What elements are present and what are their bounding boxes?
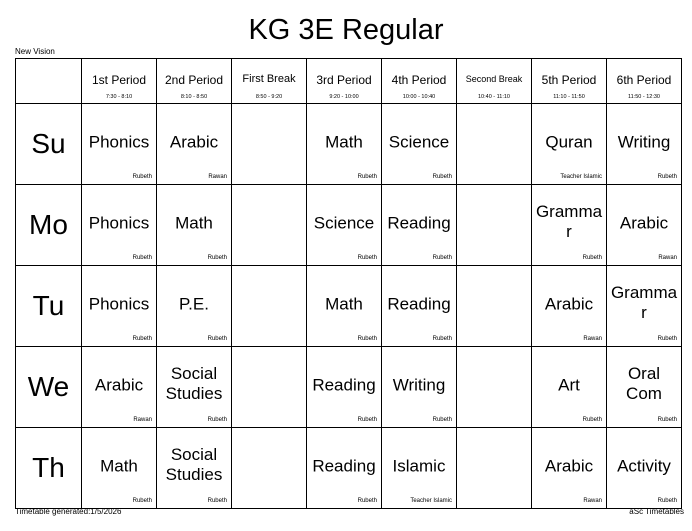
- lesson-cell: [157, 266, 232, 347]
- teacher-name: Rubeth: [207, 255, 227, 261]
- teacher-name: Rubeth: [132, 255, 152, 261]
- teacher-name: Rubeth: [657, 336, 677, 342]
- period-header: [382, 59, 457, 104]
- lesson-cell: [157, 347, 232, 428]
- period-name: Second Break: [465, 74, 523, 84]
- corner-cell: [16, 59, 82, 104]
- period-header: [157, 59, 232, 104]
- subject-name: Islamic: [392, 456, 446, 476]
- teacher-name: Teacher Islamic: [560, 174, 602, 180]
- teacher-name: Rubeth: [432, 336, 452, 342]
- teacher-name: Rubeth: [357, 255, 377, 261]
- subject-name: Grammar: [535, 201, 603, 241]
- period-time: 8:10 - 8:50: [180, 94, 208, 100]
- period-header: [532, 59, 607, 104]
- lesson-cell: [532, 428, 607, 509]
- period-name: 3rd Period: [316, 73, 372, 87]
- empty-break-cell: [457, 266, 532, 347]
- empty-break-cell: [457, 347, 532, 428]
- teacher-name: Rubeth: [132, 498, 152, 504]
- teacher-name: Rubeth: [657, 498, 677, 504]
- timetable-grid: [15, 58, 682, 509]
- empty-break-cell: [457, 104, 532, 185]
- teacher-name: Teacher Islamic: [410, 498, 452, 504]
- subject-name: Activity: [617, 456, 671, 476]
- lesson-cell: [382, 428, 457, 509]
- teacher-name: Rubeth: [207, 417, 227, 423]
- day-row: [16, 266, 682, 347]
- lesson-cell: [382, 185, 457, 266]
- subject-name: Social Studies: [165, 363, 223, 403]
- subject-name: Art: [558, 375, 580, 395]
- teacher-name: Rubeth: [357, 174, 377, 180]
- teacher-name: Rubeth: [432, 255, 452, 261]
- teacher-name: Rubeth: [357, 498, 377, 504]
- day-label: Mo: [16, 185, 82, 266]
- lesson-cell: [607, 104, 682, 185]
- lesson-cell: [307, 104, 382, 185]
- lesson-cell: [382, 266, 457, 347]
- period-header: [457, 59, 532, 104]
- subject-name: Social Studies: [165, 444, 223, 484]
- empty-break-cell: [232, 104, 307, 185]
- lesson-cell: [532, 104, 607, 185]
- subject-name: Reading: [387, 213, 451, 233]
- lesson-cell: [307, 347, 382, 428]
- teacher-name: Rubeth: [582, 255, 602, 261]
- lesson-cell: [382, 104, 457, 185]
- period-time: 9:20 - 10:00: [329, 94, 359, 100]
- period-name: First Break: [242, 73, 296, 85]
- lesson-cell: [307, 185, 382, 266]
- brand-label: aSc Timetables: [629, 507, 684, 516]
- subject-name: Quran: [545, 132, 593, 152]
- empty-break-cell: [232, 347, 307, 428]
- period-time: 11:50 - 12:30: [627, 94, 660, 100]
- subject-name: Writing: [617, 132, 671, 152]
- lesson-cell: [532, 347, 607, 428]
- subject-name: Math: [325, 294, 363, 314]
- empty-break-cell: [457, 185, 532, 266]
- lesson-cell: [307, 428, 382, 509]
- period-name: 4th Period: [391, 73, 447, 87]
- teacher-name: Rubeth: [582, 417, 602, 423]
- subject-name: P.E.: [179, 294, 209, 314]
- empty-break-cell: [232, 428, 307, 509]
- empty-break-cell: [232, 266, 307, 347]
- subject-name: Science: [313, 213, 375, 233]
- period-time: 10:40 - 11:10: [477, 94, 510, 100]
- lesson-cell: [82, 104, 157, 185]
- page-title: KG 3E Regular: [248, 14, 444, 46]
- period-header: [82, 59, 157, 104]
- period-header: [232, 59, 307, 104]
- period-time: 11:10 - 11:50: [553, 94, 585, 100]
- lesson-cell: [157, 104, 232, 185]
- teacher-name: Rubeth: [432, 417, 452, 423]
- subject-name: Phonics: [88, 213, 150, 233]
- subject-name: Writing: [392, 375, 446, 395]
- day-label: We: [16, 347, 82, 428]
- lesson-cell: [532, 266, 607, 347]
- teacher-name: Rubeth: [657, 174, 677, 180]
- teacher-name: Rubeth: [132, 336, 152, 342]
- subject-name: Math: [325, 132, 363, 152]
- lesson-cell: [382, 347, 457, 428]
- lesson-cell: [157, 185, 232, 266]
- period-time: 7:30 - 8:10: [105, 94, 133, 100]
- teacher-name: Rawan: [583, 498, 602, 504]
- day-row: [16, 104, 682, 185]
- period-header: [307, 59, 382, 104]
- teacher-name: Rubeth: [132, 174, 152, 180]
- subject-name: Reading: [312, 375, 376, 395]
- teacher-name: Rawan: [658, 255, 677, 261]
- empty-break-cell: [232, 185, 307, 266]
- subject-name: Arabic: [544, 294, 594, 314]
- teacher-name: Rubeth: [207, 336, 227, 342]
- school-name: New Vision: [15, 47, 55, 56]
- lesson-cell: [82, 185, 157, 266]
- teacher-name: Rubeth: [432, 174, 452, 180]
- teacher-name: Rubeth: [657, 417, 677, 423]
- period-header-row: [16, 59, 682, 104]
- lesson-cell: [82, 266, 157, 347]
- lesson-cell: [532, 185, 607, 266]
- day-label: Su: [16, 104, 82, 185]
- subject-name: Arabic: [94, 375, 144, 395]
- subject-name: Math: [175, 213, 213, 233]
- teacher-name: Rubeth: [357, 336, 377, 342]
- lesson-cell: [607, 185, 682, 266]
- teacher-name: Rawan: [133, 417, 152, 423]
- period-name: 2nd Period: [164, 73, 224, 87]
- lesson-cell: [607, 347, 682, 428]
- subject-name: Oral Com: [626, 363, 662, 403]
- day-label: Th: [16, 428, 82, 509]
- subject-name: Grammar: [610, 282, 678, 322]
- subject-name: Arabic: [544, 456, 594, 476]
- lesson-cell: [607, 266, 682, 347]
- day-row: [16, 347, 682, 428]
- lesson-cell: [82, 428, 157, 509]
- teacher-name: Rawan: [208, 174, 227, 180]
- lesson-cell: [82, 347, 157, 428]
- subject-name: Reading: [387, 294, 451, 314]
- subject-name: Science: [388, 132, 450, 152]
- period-time: 10:00 - 10:40: [402, 94, 436, 100]
- subject-name: Phonics: [88, 132, 150, 152]
- period-name: 5th Period: [541, 73, 597, 87]
- empty-break-cell: [457, 428, 532, 509]
- teacher-name: Rubeth: [207, 498, 227, 504]
- subject-name: Phonics: [88, 294, 150, 314]
- day-row: [16, 185, 682, 266]
- subject-name: Arabic: [169, 132, 219, 152]
- subject-name: Arabic: [619, 213, 669, 233]
- period-name: 1st Period: [91, 73, 147, 87]
- lesson-cell: [307, 266, 382, 347]
- lesson-cell: [607, 428, 682, 509]
- day-row: [16, 428, 682, 509]
- period-header: [607, 59, 682, 104]
- day-label: Tu: [16, 266, 82, 347]
- subject-name: Reading: [312, 456, 376, 476]
- subject-name: Math: [100, 456, 138, 476]
- generated-date: Timetable generated:1/5/2026: [15, 507, 122, 516]
- lesson-cell: [157, 428, 232, 509]
- period-time: 8:50 - 9:20: [255, 94, 283, 100]
- teacher-name: Rubeth: [357, 417, 377, 423]
- period-name: 6th Period: [616, 73, 672, 87]
- teacher-name: Rawan: [583, 336, 602, 342]
